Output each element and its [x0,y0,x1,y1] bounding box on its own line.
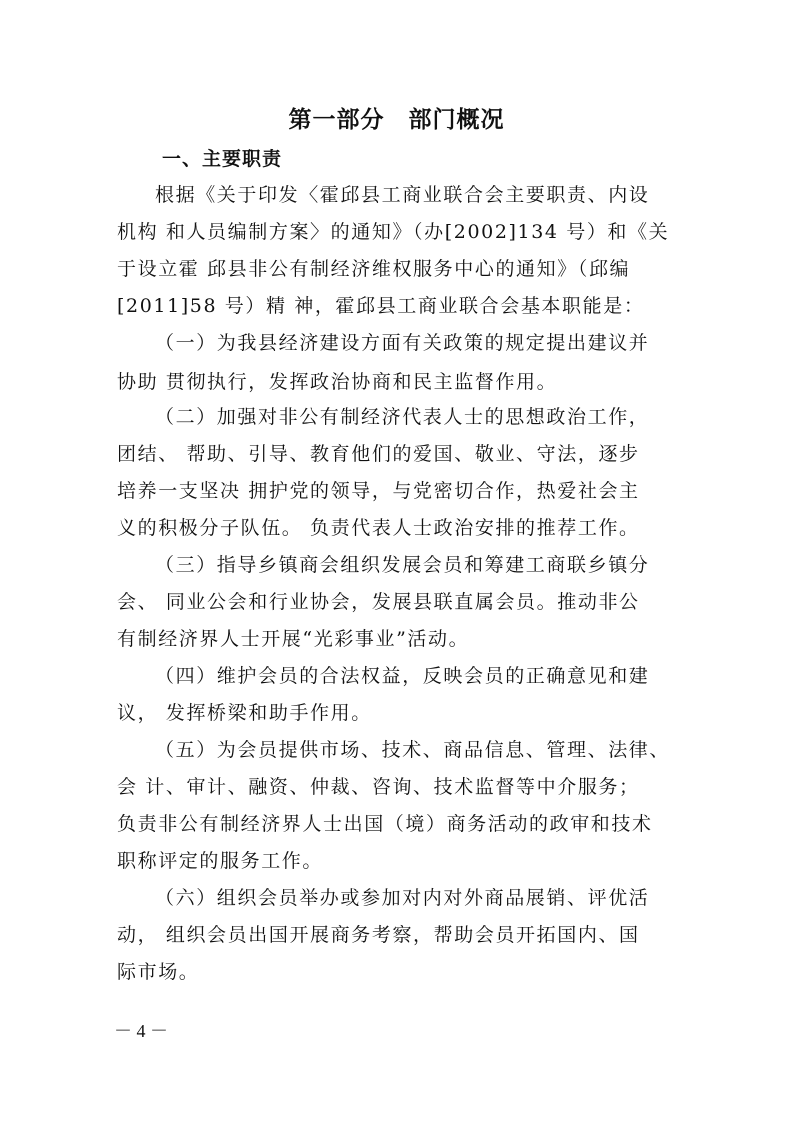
body-line: 团结、 帮助、引导、教育他们的爱国、敬业、守法，逐步 [117,443,640,465]
page-number: － 4 － [114,1021,168,1041]
body-line: 际市场。 [117,961,200,983]
body-line: （二）加强对非公有制经济代表人士的思想政治工作， [155,406,650,428]
body-line: （六）组织会员举办或参加对内对外商品展销、评优活 [155,887,650,909]
body-line: [2011]58 号）精 神，霍邱县工商业联合会基本职能是： [117,295,645,317]
body-line: 机构 和人员编制方案〉的通知》（办[2002]134 号）和《关 [117,221,670,243]
body-line: （四）维护会员的合法权益，反映会员的正确意见和建 [155,665,650,687]
body-line: 职称评定的服务工作。 [117,850,324,872]
body-line: 有制经济界人士开展“光彩事业”活动。 [117,628,470,650]
body-line: 于设立霍 邱县非公有制经济维权服务中心的通知》（邱编 [117,258,631,280]
section-heading: 一、主要职责 [162,148,283,170]
body-line: （三）指导乡镇商会组织发展会员和筹建工商联乡镇分 [155,554,650,576]
body-line: 会、 同业公会和行业协会，发展县联直属会员。推动非公 [117,591,640,613]
body-line: 根据《关于印发〈霍邱县工商业联合会主要职责、内设 [155,184,650,206]
body-line: （五）为会员提供市场、技术、商品信息、管理、法律、 [155,739,671,761]
body-line: 培养一支坚决 拥护党的领导，与党密切合作，热爱社会主 [117,480,640,502]
body-line: （一）为我县经济建设方面有关政策的规定提出建议并 [155,332,650,354]
body-line: 议， 发挥桥梁和助手作用。 [117,702,372,724]
page-title: 第一部分 部门概况 [288,107,505,133]
body-line: 协助 贯彻执行，发挥政治协商和民主监督作用。 [117,371,558,393]
body-line: 会 计、审计、融资、仲裁、咨询、技术监督等中介服务； [117,776,640,798]
body-line: 义的积极分子队伍。 负责代表人士政治安排的推荐工作。 [117,517,640,539]
body-line: 动， 组织会员出国开展商务考察，帮助会员开拓国内、国 [117,924,640,946]
body-line: 负责非公有制经济界人士出国（境）商务活动的政审和技术 [117,813,653,835]
